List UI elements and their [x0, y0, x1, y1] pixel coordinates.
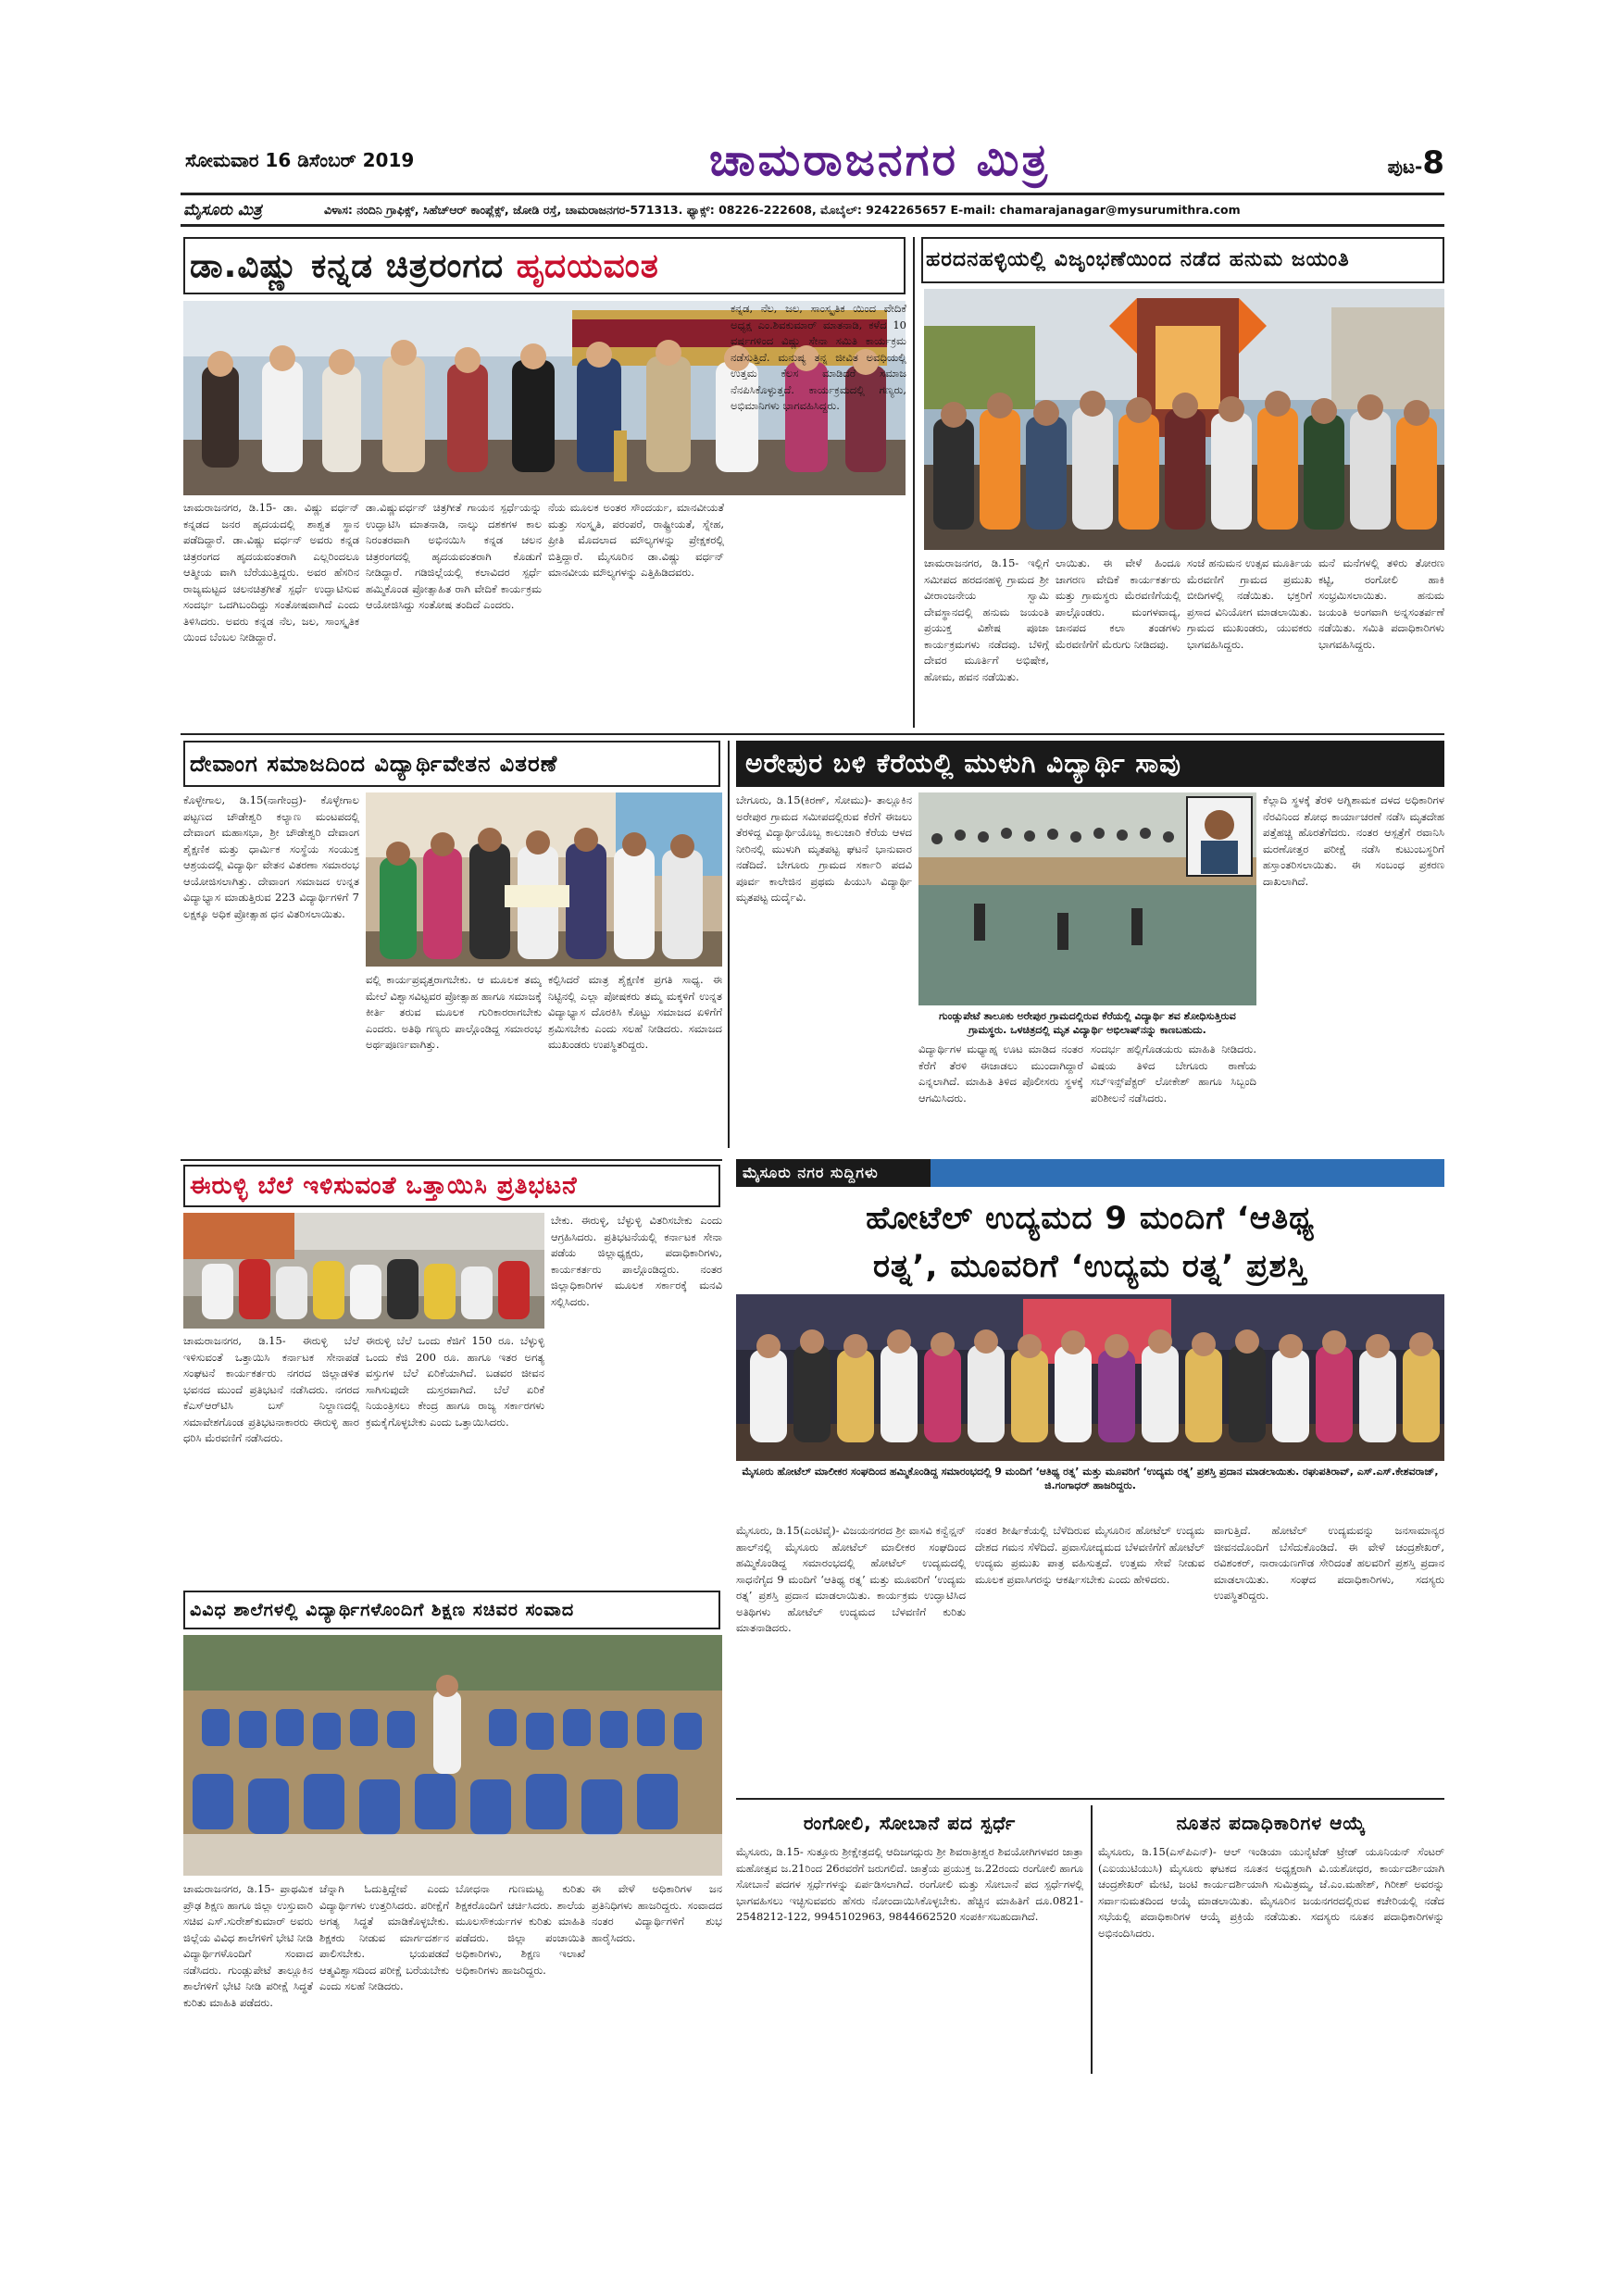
devanga-col-1: ಕೊಳ್ಳೇಗಾಲ, ಡಿ.15(ನಾಗೇಂದ್ರ)- ಕೊಳ್ಳೇಗಾಲ ಪಟ್ಟಣದ ಚೌಡೇಶ್ವರಿ ಕಲ್ಯಾಣ ಮಂಟಪದಲ್ಲಿ ದೇವಾಂಗ ಮಹಾಸಭಾ, ಶ್ರೀ ಚೌಡೇಶ್ವರಿ ದೇವಾಂಗ ಶೈಕ್ಷಣಿಕ ಮತ್ತು ಧಾರ್ಮಿಕ ಸಂಸ್ಥೆಯ ಸಂಯುಕ್ತ ಆಶ್ರಯದಲ್ಲಿ ವಿದ್ಯಾರ್ಥಿ ವೇತನ ವಿತರಣಾ ಸಮಾರಂಭ ಆಯೋಜಿಸಲಾಗಿತ್ತು. ದೇವಾಂಗ ಸಮಾಜದ ಉನ್ನತ ವಿದ್ಯಾಭ್ಯಾಸ ಮಾಡುತ್ತಿರುವ 223 ವಿದ್ಯಾರ್ಥಿಗಳಿಗೆ 7 ಲಕ್ಷಕ್ಕೂ ಅಧಿಕ ಪ್ರೋತ್ಸಾಹ ಧನ ವಿತರಿಸಲಾಯಿತು. [183, 793, 359, 920]
page-number-box [1333, 146, 1444, 180]
publisher-logo: ಮೈಸೂರು ಮಿತ್ರ [183, 201, 262, 219]
rangoli-col-1: ಮೈಸೂರು, ಡಿ.15- ಸುತ್ತೂರು ಶ್ರೀಕ್ಷೇತ್ರದಲ್ಲಿ ಆದಿಜಗದ್ಗುರು ಶ್ರೀ ಶಿವರಾತ್ರೀಶ್ವರ ಶಿವಯೋಗಿಗಳವರ ಜಾತ್ರಾ ಮಹೋತ್ಸವ ಜ.21ರಿಂದ 26ರವರೆಗೆ ಜರುಗಲಿದೆ. ಜಾತ್ರೆಯ ಪ್ರಯುಕ್ತ ಜ.22ರಂದು ರಂಗೋಲಿ ಹಾಗೂ ಸೋಬಾನೆ ಪದಗಳ ಸ್ಪರ್ಧೆಗಳನ್ನು ಏರ್ಪಡಿಸಲಾಗಿದೆ. ರಂಗೋಲಿ ಮತ್ತು ಸೋಬಾನೆ ಪದ ಸ್ಪರ್ಧೆಗಳಲ್ಲಿ ಭಾಗವಹಿಸಲು ಇಚ್ಛಿಸುವವರು ಹೆಸರು ನೋಂದಾಯಿಸಿಕೊಳ್ಳಬೇಕು. ಹೆಚ್ಚಿನ ಮಾಹಿತಿಗೆ ದೂ.0821-2548212-122, 9945102963, 9844662520 ಸಂಪರ್ಕಿಸಬಹುದಾಗಿದೆ. [736, 1845, 1083, 1923]
schools-col-2: ಚೆನ್ನಾಗಿ ಓದುತ್ತಿದ್ದೇವೆ ಎಂದು ವಿದ್ಯಾರ್ಥಿಗಳು ಉತ್ತರಿಸಿದರು. ಪರೀಕ್ಷೆಗೆ ಅಗತ್ಯ ಸಿದ್ಧತೆ ಮಾಡಿಕೊಳ್ಳಬೇಕು. ಶಿಕ್ಷಕರು ನೀಡುವ ಮಾರ್ಗದರ್ಶನ ಪಾಲಿಸಬೇಕು. ಭಯಪಡದೆ ಆತ್ಮವಿಶ್ವಾಸದಿಂದ ಪರೀಕ್ಷೆ ಬರೆಯಬೇಕು ಎಂದು ಸಲಹೆ ನೀಡಿದರು. [319, 1882, 449, 1992]
hanuma-col-4: ಮನೆ ಮನೆಗಳಲ್ಲಿ ತಳಿರು ತೋರಣ ಕಟ್ಟಿ, ರಂಗೋಲಿ ಹಾಕಿ ಸಂಭ್ರಮಿಸಲಾಯಿತು. ಹನುಮ ಜಯಂತಿ ಅಂಗವಾಗಿ ಅನ್ನಸಂತರ್ಪಣೆ ನಡೆಯಿತು. ಸಮಿತಿ ಪದಾಧಿಕಾರಿಗಳು ಭಾಗವಹಿಸಿದ್ದರು. [1318, 556, 1444, 651]
hanuma-photo [924, 289, 1444, 550]
vishnu-headline-part1: ಡಾ.ವಿಷ್ಣು ಕನ್ನಡ ಚಿತ್ರರಂಗದ [190, 247, 517, 285]
rangoli-headline: ರಂಗೋಲಿ, ಸೋಬಾನೆ ಪದ ಸ್ಪರ್ಧೆ [803, 1812, 1017, 1834]
vishnu-headline [190, 241, 903, 293]
hanuma-headline: ಹರದನಹಳ್ಳಿಯಲ್ಲಿ ವಿಜೃಂಭಣೆಯಿಂದ ನಡೆದ ಹನುಮ ಜಯಂತಿ [926, 248, 1350, 271]
vishnu-col-2: ಡಾ.ವಿಷ್ಣುವರ್ಧನ್ ಚಿತ್ರಗೀತೆ ಗಾಯನ ಸ್ಪರ್ಧೆಯನ್ನು ಉದ್ಘಾಟಿಸಿ ಮಾತನಾಡಿ, ನಾಲ್ಕು ದಶಕಗಳ ಕಾಲ ನಿರಂತರವಾಗಿ ಅಭಿನಯಿಸಿ ಕನ್ನಡ ಚಲನ ಚಿತ್ರರಂಗದಲ್ಲಿ ಹೃದಯವಂತರಾಗಿ ಕೊಡುಗೆ ನೀಡಿದ್ದಾರೆ. ಗಡಿಜಿಲ್ಲೆಯಲ್ಲಿ ಕಲಾವಿದರ ಸ್ಪರ್ಧೆ ಹಮ್ಮಿಕೊಂಡ ಪ್ರೋತ್ಸಾಹಿತ ರಾಗಿ ವೇದಿಕೆ ಕಾರ್ಯಕ್ರಮ ಆಯೋಜಿಸಿದ್ದು ಸಂತೋಷ ತಂದಿದೆ ಎಂದರು. [366, 501, 542, 611]
devanga-photo [366, 792, 722, 967]
arepura-photo-illustration [918, 792, 1256, 1005]
arepura-photo-caption: ಗುಂಡ್ಲುಪೇಟೆ ತಾಲೂಕು ಅರೇಪುರ ಗ್ರಾಮದಲ್ಲಿರುವ ಕೆರೆಯಲ್ಲಿ ವಿದ್ಯಾರ್ಥಿ ಶವ ಶೋಧಿಸುತ್ತಿರುವ ಗ್ರಾಮಸ್ಥರು. ಒಳಚಿತ್ರದಲ್ಲಿ ಮೃತ ವಿದ್ಯಾರ್ಥಿ ಅಭಿಲಾಷ್‌ನನ್ನು ಕಾಣಬಹುದು. [939, 1010, 1236, 1036]
devanga-photo-illustration [366, 792, 722, 967]
masthead-date: ಸೋಮವಾರ 16 ಡಿಸೆಂಬರ್ 2019 [185, 149, 415, 171]
arepura-col-3: ವಿದ್ಯಾರ್ಥಿಗಳ ಮಧ್ಯಾಹ್ನ ಊಟ ಮಾಡಿದ ನಂತರ ಕೆರೆಗೆ ತೆರಳಿ ಈಜಾಡಲು ಮುಂದಾಗಿದ್ದಾರೆ ಎನ್ನಲಾಗಿದೆ. ಮಾಹಿತಿ ತಿಳಿದ ಪೊಲೀಸರು ಸ್ಥಳಕ್ಕೆ ಆಗಮಿಸಿದರು. [918, 1042, 1083, 1104]
officebearers-col-1: ಮೈಸೂರು, ಡಿ.15(ಎಸ್‌ಪಿಎನ್)- ಆಲ್ ಇಂಡಿಯಾ ಯುನೈಟೆಡ್ ಟ್ರೇಡ್ ಯೂನಿಯನ್ ಸೆಂಟರ್ (ಎಐಯುಟಿಯುಸಿ) ಮೈಸೂರು ಘಟಕದ ನೂತನ ಅಧ್ಯಕ್ಷರಾಗಿ ವಿ.ಯಶೋಧರ, ಕಾರ್ಯದರ್ಶಿಯಾಗಿ ಚಂದ್ರಶೇಖರ್ ಮೇಟಿ, ಜಂಟಿ ಕಾರ್ಯದರ್ಶಿಯಾಗಿ ಸುಮಿತ್ರಮ್ಮ, ಜೆ.ಎಂ.ಮಹೇಶ್, ಗಿರೀಶ್ ಅವರನ್ನು ಸರ್ವಾನುಮತದಿಂದ ಆಯ್ಕೆ ಮಾಡಲಾಯಿತು. ಮೈಸೂರಿನ ಜಯನಗರದಲ್ಲಿರುವ ಕಚೇರಿಯಲ್ಲಿ ನಡೆದ ಸಭೆಯಲ್ಲಿ ಪದಾಧಿಕಾರಿಗಳ ಆಯ್ಕೆ ಪ್ರಕ್ರಿಯೆ ನಡೆಯಿತು. ಸದಸ್ಯರು ನೂತನ ಪದಾಧಿಕಾರಿಗಳನ್ನು ಅಭಿನಂದಿಸಿದರು. [1098, 1845, 1444, 1940]
rule-rangoli-top [736, 1798, 1444, 1800]
vishnu-col-4: ಕನ್ನಡ, ನೆಲ, ಜಲ, ಸಾಂಸ್ಕೃತಿಕ ಯಿಂದ ವೇದಿಕೆ ಅಧ್ಯಕ್ಷ ಎಂ.ಶಿವಕುಮಾರ್ ಮಾತನಾಡಿ, ಕಳೆದ 10 ವರ್ಷಗಳಿಂದ ವಿಷ್ಣು ಸೇನಾ ಸಮಿತಿ ಕಾರ್ಯಕ್ರಮ ನಡೆಸುತ್ತಿದೆ. ಮನುಷ್ಯ ತನ್ನ ಜೀವಿತ ಅವಧಿಯಲ್ಲಿ ಉತ್ತಮ ಕೆಲಸ ಮಾಡಿದರೆ ಸಮಾಜ ನೆನಪಿಸಿಕೊಳ್ಳುತ್ತದೆ. ಕಾರ್ಯಕ್ರಮದಲ್ಲಿ ಗಣ್ಯರು, ಅಭಿಮಾನಿಗಳು ಭಾಗವಹಿಸಿದ್ದರು. [731, 302, 906, 412]
mysuru-headline-line1: ಹೋಟೆಲ್ ಉದ್ಯಮದ 9 ಮಂದಿಗೆ ‘ಆತಿಥ್ಯ [866, 1200, 1315, 1237]
arepura-photo [918, 792, 1256, 1005]
onion-headline: ಈರುಳ್ಳಿ ಬೆಲೆ ಇಳಿಸುವಂತೆ ಒತ್ತಾಯಿಸಿ ಪ್ರತಿಭಟನೆ [190, 1172, 578, 1200]
hanuma-photo-illustration [924, 289, 1444, 550]
arepura-col-1: ಬೇಗೂರು, ಡಿ.15(ಕಿರಣ್, ಸೋಮು)- ತಾಲ್ಲೂಕಿನ ಅರೇಪುರ ಗ್ರಾಮದ ಸಮೀಪದಲ್ಲಿರುವ ಕೆರೆಗೆ ಈಜಲು ತೆರಳಿದ್ದ ವಿದ್ಯಾರ್ಥಿಯೊಬ್ಬ ಕಾಲುಜಾರಿ ಕೆರೆಯ ಆಳದ ನೀರಿನಲ್ಲಿ ಮುಳುಗಿ ಮೃತಪಟ್ಟ ಘಟನೆ ಭಾನುವಾರ ನಡೆದಿದೆ. ಬೇಗೂರು ಗ್ರಾಮದ ಸರ್ಕಾರಿ ಪದವಿ ಪೂರ್ವ ಕಾಲೇಜಿನ ಪ್ರಥಮ ಪಿಯುಸಿ ವಿದ್ಯಾರ್ಥಿ ಮೃತಪಟ್ಟ ದುರ್ದೈವಿ. [736, 793, 912, 904]
onion-col-3: ಬೇಕು. ಈರುಳ್ಳಿ, ಬೆಳ್ಳುಳ್ಳಿ ವಿತರಿಸಬೇಕು ಎಂದು ಆಗ್ರಹಿಸಿದರು. ಪ್ರತಿಭಟನೆಯಲ್ಲಿ ಕರ್ನಾಟಕ ಸೇನಾ ಪಡೆಯ ಜಿಲ್ಲಾಧ್ಯಕ್ಷರು, ಪದಾಧಿಕಾರಿಗಳು, ಕಾರ್ಯಕರ್ತರು ಪಾಲ್ಗೊಂಡಿದ್ದರು. ನಂತರ ಜಿಲ್ಲಾಧಿಕಾರಿಗಳ ಮೂಲಕ ಸರ್ಕಾರಕ್ಕೆ ಮನವಿ ಸಲ್ಲಿಸಿದರು. [551, 1214, 722, 1308]
rule-onion-top [181, 1159, 722, 1161]
mysuru-col-1: ಮೈಸೂರು, ಡಿ.15(ಎಂಟಿವೈ)- ವಿಜಯನಗರದ ಶ್ರೀ ವಾಸವಿ ಕನ್ವೆನ್ಷನ್ ಹಾಲ್‌ನಲ್ಲಿ ಮೈಸೂರು ಹೋಟೆಲ್ ಮಾಲೀಕರ ಸಂಘದಿಂದ ಹಮ್ಮಿಕೊಂಡಿದ್ದ ಸಮಾರಂಭದಲ್ಲಿ ಹೋಟೆಲ್ ಉದ್ಯಮದಲ್ಲಿ ಸಾಧನೆಗೈದ 9 ಮಂದಿಗೆ ‘ಆತಿಥ್ಯ ರತ್ನ’ ಮತ್ತು ಮೂವರಿಗೆ ‘ಉದ್ಯಮ ರತ್ನ’ ಪ್ರಶಸ್ತಿ ಪ್ರದಾನ ಮಾಡಲಾಯಿತು. ಕಾರ್ಯಕ್ರಮ ಉದ್ಘಾಟಿಸಿದ ಅತಿಥಿಗಳು ಹೋಟೆಲ್ ಉದ್ಯಮದ ಬೆಳವಣಿಗೆ ಕುರಿತು ಮಾತನಾಡಿದರು. [736, 1524, 966, 1634]
schools-headline: ವಿವಿಧ ಶಾಲೆಗಳಲ್ಲಿ ವಿದ್ಯಾರ್ಥಿಗಳೊಂದಿಗೆ ಶಿಕ್ಷಣ ಸಚಿವರ ಸಂವಾದ [190, 1600, 575, 1620]
mysuru-col-3: ವಾಗುತ್ತಿದೆ. ಹೋಟೆಲ್ ಉದ್ಯಮವನ್ನು ಜನಸಾಮಾನ್ಯರ ಜೀವನದೊಂದಿಗೆ ಬೆಸೆದುಕೊಂಡಿದೆ. ಈ ವೇಳೆ ಚಂದ್ರಶೇಖರ್, ರವಿಶಂಕರ್, ನಾರಾಯಣಗೌಡ ಸೇರಿದಂತೆ ಹಲವರಿಗೆ ಪ್ರಶಸ್ತಿ ಪ್ರದಾನ ಮಾಡಲಾಯಿತು. ಸಂಘದ ಪದಾಧಿಕಾರಿಗಳು, ಸದಸ್ಯರು ಉಪಸ್ಥಿತರಿದ್ದರು. [1214, 1524, 1444, 1602]
onion-photo-illustration [183, 1213, 544, 1329]
masthead-title: ಚಾಮರಾಜನಗರ ಮಿತ್ರ [708, 134, 1051, 186]
arepura-col-2: ಕೆಲ್ಲಾದಿ ಸ್ಥಳಕ್ಕೆ ತೆರಳಿ ಅಗ್ನಿಶಾಮಕ ದಳದ ಅಧಿಕಾರಿಗಳ ನೆರವಿನಿಂದ ಶೋಧ ಕಾರ್ಯಾಚರಣೆ ನಡೆಸಿ ಮೃತದೇಹ ಪತ್ತೆಹಚ್ಚಿ ಹೊರತೆಗೆದರು. ನಂತರ ಆಸ್ಪತ್ರೆಗೆ ರವಾನಿಸಿ ಮರಣೋತ್ತರ ಪರೀಕ್ಷೆ ನಡೆಸಿ ಕುಟುಂಬಸ್ಥರಿಗೆ ಹಸ್ತಾಂತರಿಸಲಾಯಿತು. ಈ ಸಂಬಂಧ ಪ್ರಕರಣ ದಾಖಲಾಗಿದೆ. [1263, 793, 1444, 888]
rule-row-2 [181, 733, 1444, 735]
arepura-col-4: ಸಂದರ್ಭ ಹಲ್ಲಿಗೊಡಯರು ಮಾಹಿತಿ ನೀಡಿದರು. ವಿಷಯ ತಿಳಿದ ಬೇಗೂರು ಠಾಣೆಯ ಸಬ್‌ಇನ್ಸ್‌ಪೆಕ್ಟರ್ ಲೋಕೇಶ್ ಹಾಗೂ ಸಿಬ್ಬಂದಿ ಪರಿಶೀಲನೆ ನಡೆಸಿದರು. [1091, 1042, 1256, 1104]
vertical-divider-top [913, 237, 915, 728]
vishnu-col-3: ನೆಯ ಮೂಲಕ ಅಂತರ ಸೌಂದರ್ಯ, ಮಾನವೀಯತೆ ಮತ್ತು ಸಂಸ್ಕೃತಿ, ಪರಂಪರೆ, ರಾಷ್ಟ್ರೀಯತೆ, ಸ್ನೇಹ, ಪ್ರೀತಿ ಮೊದಲಾದ ಮೌಲ್ಯಗಳನ್ನು ಪ್ರೇಕ್ಷಕರಲ್ಲಿ ಬಿತ್ತಿದ್ದಾರೆ. ಮೈಸೂರಿನ ಡಾ.ವಿಷ್ಣು ವರ್ಧನ್ ಮಾನವೀಯ ಮೌಲ್ಯಗಳನ್ನು ಎತ್ತಿಹಿಡಿದವರು. [548, 501, 724, 579]
vertical-divider-bottom [1091, 1805, 1093, 2074]
vertical-divider-mid [728, 741, 730, 1148]
devanga-col-3: ಕಲ್ಪಿಸಿದರೆ ಮಾತ್ರ ಶೈಕ್ಷಣಿಕ ಪ್ರಗತಿ ಸಾಧ್ಯ. ಈ ನಿಟ್ಟಿನಲ್ಲಿ ಎಲ್ಲಾ ಪೋಷಕರು ತಮ್ಮ ಮಕ್ಕಳಿಗೆ ಉನ್ನತ ವಿದ್ಯಾಭ್ಯಾಸ ದೊರಕಿಸಿ ಕೊಟ್ಟು ಸಮಾಜದ ಏಳಿಗೆಗೆ ಶ್ರಮಿಸಬೇಕು ಎಂದು ಸಲಹೆ ನೀಡಿದರು. ಸಮಾಜದ ಮುಖಂಡರು ಉಪಸ್ಥಿತರಿದ್ದರು. [548, 973, 722, 1051]
hanuma-col-2: ಲಾಯಿತು. ಈ ವೇಳೆ ಹಿಂದೂ ಜಾಗರಣ ವೇದಿಕೆ ಕಾರ್ಯಕರ್ತರು ಮತ್ತು ಗ್ರಾಮಸ್ಥರು ಮೆರವಣಿಗೆಯಲ್ಲಿ ಪಾಲ್ಗೊಂಡರು. ಮಂಗಳವಾದ್ಯ, ಜಾನಪದ ಕಲಾ ತಂಡಗಳು ಮೆರವಣಿಗೆಗೆ ಮೆರುಗು ನೀಡಿದವು. [1056, 556, 1181, 651]
mysuru-photo [736, 1294, 1444, 1461]
mysuru-section-label: ಮೈಸೂರು ನಗರ ಸುದ್ದಿಗಳು [743, 1164, 879, 1181]
masthead-rule-bottom [181, 224, 1444, 227]
schools-photo-illustration [183, 1635, 722, 1876]
onion-photo [183, 1213, 544, 1329]
page-label: ಪುಟ- [1387, 156, 1423, 178]
vishnu-headline-part2: ಹೃದಯವಂತ [516, 247, 659, 285]
onion-col-1: ಚಾಮರಾಜನಗರ, ಡಿ.15- ಈರುಳ್ಳಿ ಬೆಲೆ ಇಳಿಸುವಂತೆ ಒತ್ತಾಯಿಸಿ ಕರ್ನಾಟಕ ಸೇನಾಪಡೆ ಸಂಘಟನೆ ಕಾರ್ಯಕರ್ತರು ನಗರದ ಜಿಲ್ಲಾಡಳಿತ ಭವನದ ಮುಂದೆ ಪ್ರತಿಭಟನೆ ನಡೆಸಿದರು. ನಗರದ ಕೆಎಸ್‌ಆರ್‌ಟಿಸಿ ಬಸ್ ನಿಲ್ದಾಣದಲ್ಲಿ ಸಮಾವೇಶಗೊಂಡ ಪ್ರತಿಭಟನಾಕಾರರು ಈರುಳ್ಳಿ ಹಾರ ಧರಿಸಿ ಮೆರವಣಿಗೆ ನಡೆಸಿದರು. [183, 1334, 359, 1444]
vishnu-col-1: ಚಾಮರಾಜನಗರ, ಡಿ.15- ಡಾ. ವಿಷ್ಣು ವರ್ಧನ್ ಕನ್ನಡದ ಜನರ ಹೃದಯದಲ್ಲಿ ಶಾಶ್ವತ ಸ್ಥಾನ ಪಡೆದಿದ್ದಾರೆ. ಡಾ.ವಿಷ್ಣು ವರ್ಧನ್ ಅವರು ಕನ್ನಡ ಚಿತ್ರರಂಗದ ಹೃದಯವಂತರಾಗಿ ಎಲ್ಲರಿಂದಲೂ ಆತ್ಮೀಯ ವಾಗಿ ಬೆರೆಯುತ್ತಿದ್ದರು. ಅವರ ಹೆಸರಿನ ರಾಜ್ಯಮಟ್ಟದ ಚಲನಚಿತ್ರಗೀತೆ ಸ್ಪರ್ಧೆ ಉದ್ಘಾಟಿಸುವ ಸಂದರ್ಭ ಒದಗಿಬಂದಿದ್ದು ಸಂತೋಷವಾಗಿದೆ ಎಂದು ತಿಳಿಸಿದರು. ಅವರು ಕನ್ನಡ ನೆಲ, ಜಲ, ಸಾಂಸ್ಕೃತಿಕ ಯಿಂದ ಬೆಂಬಲ ನೀಡಿದ್ದಾರೆ. [183, 501, 359, 643]
hanuma-col-3: ಸಂಜೆ ಹನುಮನ ಉತ್ಸವ ಮೂರ್ತಿಯ ಮೆರವಣಿಗೆ ಗ್ರಾಮದ ಪ್ರಮುಖ ಬೀದಿಗಳಲ್ಲಿ ನಡೆಯಿತು. ಭಕ್ತರಿಗೆ ಪ್ರಸಾದ ವಿನಿಯೋಗ ಮಾಡಲಾಯಿತು. ಗ್ರಾಮದ ಮುಖಂಡರು, ಯುವಕರು ಭಾಗವಹಿಸಿದ್ದರು. [1187, 556, 1312, 651]
devanga-col-2: ವಲ್ಲಿ ಕಾರ್ಯಪ್ರವೃತ್ತರಾಗಬೇಕು. ಆ ಮೂಲಕ ತಮ್ಮ ಮೇಲೆ ವಿಶ್ವಾಸವಿಟ್ಟವರ ಪ್ರೋತ್ಸಾಹ ಹಾಗೂ ಸಮಾಜಕ್ಕೆ ಕೀರ್ತಿ ತರುವ ಮೂಲಕ ಗುರಿಕಾರರಾಗಬೇಕು ಎಂದರು. ಅತಿಥಿ ಗಣ್ಯರು ಪಾಲ್ಗೊಂಡಿದ್ದ ಸಮಾರಂಭ ಅರ್ಥಪೂರ್ಣವಾಗಿತ್ತು. [366, 973, 542, 1051]
publisher-address: ವಿಳಾಸ: ನಂದಿನಿ ಗ್ರಾಫಿಕ್ಸ್, ಸಿಹೆಚ್‌ಆರ್ ಕಾಂಪ್ಲೆಕ್ಸ್, ಜೋಡಿ ರಸ್ತೆ, ಚಾಮರಾಜನಗರ-571313. ಫ್ಯಾಕ್ಸ್: 08226-222608, ಮೊಬೈಲ್: 9242265657 E-mail: chamarajanagar@mysurumithra.com [324, 203, 1241, 217]
mysuru-photo-illustration [736, 1294, 1444, 1461]
mysuru-photo-caption: ಮೈಸೂರು ಹೋಟೆಲ್ ಮಾಲೀಕರ ಸಂಘದಿಂದ ಹಮ್ಮಿಕೊಂಡಿದ್ದ ಸಮಾರಂಭದಲ್ಲಿ 9 ಮಂದಿಗೆ ‘ಆತಿಥ್ಯ ರತ್ನ’ ಮತ್ತು ಮೂವರಿಗೆ ‘ಉದ್ಯಮ ರತ್ನ’ ಪ್ರಶಸ್ತಿ ಪ್ರದಾನ ಮಾಡಲಾಯಿತು. ರಘುಪತಿರಾವ್, ಎಸ್.ಎಸ್.ಕೇಶವರಾಜ್, ಜಿ.ಗಂಗಾಧರ್ ಹಾಜರಿದ್ದರು. [742, 1466, 1439, 1491]
mysuru-headline-line2: ರತ್ನ’, ಮೂವರಿಗೆ ‘ಉದ್ಯಮ ರತ್ನ’ ಪ್ರಶಸ್ತಿ [872, 1248, 1308, 1285]
schools-col-1: ಚಾಮರಾಜನಗರ, ಡಿ.15- ಪ್ರಾಥಮಿಕ ಪ್ರೌಢ ಶಿಕ್ಷಣ ಹಾಗೂ ಜಿಲ್ಲಾ ಉಸ್ತುವಾರಿ ಸಚಿವ ಎಸ್.ಸುರೇಶ್‌ಕುಮಾರ್ ಅವರು ಜಿಲ್ಲೆಯ ವಿವಿಧ ಶಾಲೆಗಳಿಗೆ ಭೇಟಿ ನೀಡಿ ವಿದ್ಯಾರ್ಥಿಗಳೊಂದಿಗೆ ಸಂವಾದ ನಡೆಸಿದರು. ಗುಂಡ್ಲುಪೇಟೆ ತಾಲ್ಲೂಕಿನ ಶಾಲೆಗಳಿಗೆ ಭೇಟಿ ನೀಡಿ ಪರೀಕ್ಷೆ ಸಿದ್ಧತೆ ಕುರಿತು ಮಾಹಿತಿ ಪಡೆದರು. [183, 1882, 313, 2009]
page-number: 8 [1422, 144, 1444, 181]
onion-col-2: ಈರುಳ್ಳಿ ಬೆಲೆ ಒಂದು ಕೆಜಿಗೆ 150 ರೂ. ಬೆಳ್ಳುಳ್ಳಿ ಒಂದು ಕೆಜಿ 200 ರೂ. ಹಾಗೂ ಇತರ ಅಗತ್ಯ ವಸ್ತುಗಳ ಬೆಲೆ ಏರಿಕೆಯಾಗಿದೆ. ಬಡವರ ಜೀವನ ಸಾಗಿಸುವುದೇ ದುಸ್ತರವಾಗಿದೆ. ಬೆಲೆ ಏರಿಕೆ ನಿಯಂತ್ರಿಸಲು ಕೇಂದ್ರ ಹಾಗೂ ರಾಜ್ಯ ಸರ್ಕಾರಗಳು ಕ್ರಮಕೈಗೊಳ್ಳಬೇಕು ಎಂದು ಒತ್ತಾಯಿಸಿದರು. [366, 1334, 544, 1429]
arepura-headline: ಅರೇಪುರ ಬಳಿ ಕೆರೆಯಲ್ಲಿ ಮುಳುಗಿ ವಿದ್ಯಾರ್ಥಿ ಸಾವು [745, 748, 1181, 779]
schools-col-3: ಬೋಧನಾ ಗುಣಮಟ್ಟ ಕುರಿತು ಶಿಕ್ಷಕರೊಂದಿಗೆ ಚರ್ಚಿಸಿದರು. ಶಾಲೆಯ ಮೂಲಸೌಕರ್ಯಗಳ ಕುರಿತು ಮಾಹಿತಿ ಪಡೆದರು. ಜಿಲ್ಲಾ ಪಂಚಾಯಿತಿ ಅಧಿಕಾರಿಗಳು, ಶಿಕ್ಷಣ ಇಲಾಖೆ ಅಧಿಕಾರಿಗಳು ಹಾಜರಿದ್ದರು. [456, 1882, 585, 1977]
mysuru-col-2: ನಂತರ ಶೀರ್ಷಿಕೆಯಲ್ಲಿ ಬೆಳೆದಿರುವ ಮೈಸೂರಿನ ಹೋಟೆಲ್ ಉದ್ಯಮ ದೇಶದ ಗಮನ ಸೆಳೆದಿದೆ. ಪ್ರವಾಸೋದ್ಯಮದ ಬೆಳವಣಿಗೆಗೆ ಹೋಟೆಲ್ ಉದ್ಯಮ ಪ್ರಮುಖ ಪಾತ್ರ ವಹಿಸುತ್ತದೆ. ಉತ್ತಮ ಸೇವೆ ನೀಡುವ ಮೂಲಕ ಪ್ರವಾಸಿಗರನ್ನು ಆಕರ್ಷಿಸಬೇಕು ಎಂದು ಹೇಳಿದರು. [975, 1524, 1205, 1586]
schools-photo [183, 1635, 722, 1876]
hanuma-col-1: ಚಾಮರಾಜನಗರ, ಡಿ.15- ಇಲ್ಲಿಗೆ ಸಮೀಪದ ಹರದನಹಳ್ಳಿ ಗ್ರಾಮದ ಶ್ರೀ ವೀರಾಂಜನೇಯ ಸ್ವಾಮಿ ದೇವಸ್ಥಾನದಲ್ಲಿ ಹನುಮ ಜಯಂತಿ ಪ್ರಯುಕ್ತ ವಿಶೇಷ ಪೂಜಾ ಕಾರ್ಯಕ್ರಮಗಳು ನಡೆದವು. ಬೆಳಿಗ್ಗೆ ದೇವರ ಮೂರ್ತಿಗೆ ಅಭಿಷೇಕ, ಹೋಮ, ಹವನ ನಡೆಯಿತು. [924, 556, 1049, 683]
schools-col-4: ಈ ವೇಳೆ ಅಧಿಕಾರಿಗಳ ಜನ ಪ್ರತಿನಿಧಿಗಳು ಹಾಜರಿದ್ದರು. ಸಂವಾದದ ನಂತರ ವಿದ್ಯಾರ್ಥಿಗಳಿಗೆ ಶುಭ ಹಾರೈಸಿದರು. [592, 1882, 722, 1944]
officebearers-headline: ನೂತನ ಪದಾಧಿಕಾರಿಗಳ ಆಯ್ಕೆ [1176, 1812, 1367, 1834]
masthead-rule-top [181, 193, 1444, 195]
devanga-headline: ದೇವಾಂಗ ಸಮಾಜದಿಂದ ವಿದ್ಯಾರ್ಥಿವೇತನ ವಿತರಣೆ [190, 751, 558, 777]
